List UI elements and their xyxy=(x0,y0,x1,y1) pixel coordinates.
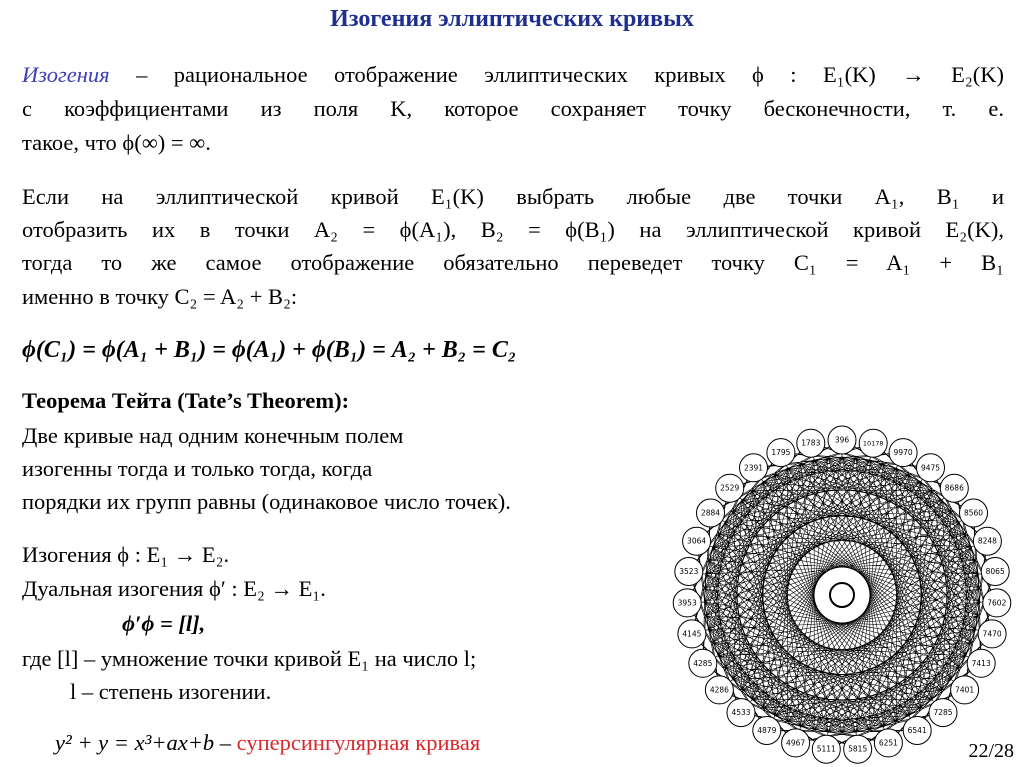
graph-node xyxy=(951,676,979,704)
graph-node-label: 396 xyxy=(834,435,850,445)
graph-node-label: 8248 xyxy=(977,536,997,546)
graph-node xyxy=(675,558,703,586)
graph-node xyxy=(929,699,957,727)
graph-node-label: 2529 xyxy=(720,483,740,493)
graph-node xyxy=(917,454,945,482)
graph-node xyxy=(797,429,825,457)
graph-node xyxy=(874,729,902,757)
graph-node xyxy=(740,454,768,482)
term-isogeny: Изогения xyxy=(22,62,110,87)
graph-node-label: 4879 xyxy=(757,726,777,735)
graph-node xyxy=(859,429,887,457)
main-formula: ϕ(C₁) = ϕ(A₁ + B₁) = ϕ(A₁) + ϕ(B₁) = A₂ + B₂ = C₂ xyxy=(22,337,517,363)
graph-node-label: 7470 xyxy=(982,629,1002,639)
graph-node xyxy=(678,620,706,648)
graph-node xyxy=(673,589,701,617)
graph-node xyxy=(767,439,795,467)
graph-node-label: 4286 xyxy=(709,685,729,695)
isogeny-graph xyxy=(664,421,1020,767)
graph-node xyxy=(973,527,1001,555)
graph-node-label: 8065 xyxy=(985,567,1005,576)
graph-node xyxy=(705,676,733,704)
isogeny-line-2: Дуальная изогения ϕ′ : E₂ → E₁. xyxy=(22,576,326,601)
graph-node xyxy=(828,426,856,454)
curve-equation: y² + y = x³+ax+b xyxy=(55,730,215,755)
supersingular-label: суперсингулярная кривая xyxy=(236,730,481,755)
graph-node xyxy=(940,474,968,502)
graph-node xyxy=(967,649,995,677)
isogeny-line-4: где [l] – умножение точки кривой E₁ на число l; xyxy=(22,646,477,671)
theorem-line-3: порядки их групп равны (одинаковое число точек). xyxy=(22,489,511,514)
graph-node xyxy=(889,439,917,467)
graph-node-label: 6251 xyxy=(878,738,898,748)
graph-node-label: 8560 xyxy=(963,508,984,518)
graph-node-label: 4285 xyxy=(693,658,713,668)
definition-text-1: – рациональное отображение эллиптических кривых ϕ : E₁(K) → E₂(K) xyxy=(109,62,1004,87)
definition-line-3: такое, что ϕ(∞) = ∞. xyxy=(22,130,211,155)
graph-node xyxy=(689,649,717,677)
graph-node-label: 6541 xyxy=(907,726,927,735)
isogeny-line-5: l – степень изогении. xyxy=(70,679,272,704)
graph-node-label: 4145 xyxy=(682,629,702,639)
graph-node xyxy=(716,474,744,502)
graph-node-label: 3523 xyxy=(679,567,699,576)
mapping-line-1: Если на эллиптической кривой E₁(K) выбрать любые две точки A₁, B₁ и xyxy=(22,184,1004,209)
page-number: 22/28 xyxy=(968,740,1014,762)
graph-node xyxy=(981,558,1009,586)
theorem-heading: Теорема Тейта (Tate’s Theorem): xyxy=(22,388,350,413)
graph-node-label: 9475 xyxy=(920,463,941,473)
graph-node-label: 7285 xyxy=(933,708,953,718)
graph-node xyxy=(683,527,711,555)
curve-line xyxy=(55,726,480,759)
graph-node xyxy=(697,499,725,527)
graph-node-label: 9970 xyxy=(893,448,913,458)
graph-node-label: 7602 xyxy=(987,598,1007,608)
graph-node xyxy=(903,717,931,745)
graph-node-label: 2884 xyxy=(700,508,721,518)
theorem-line-2: изогенны тогда и только тогда, когда xyxy=(22,456,373,481)
graph-node xyxy=(782,729,810,757)
graph-node-label: 5815 xyxy=(848,744,868,754)
graph-node-label: 4533 xyxy=(731,708,751,718)
graph-node-label: 7413 xyxy=(971,658,991,668)
graph-center xyxy=(830,583,854,607)
theorem-line-1: Две кривые над одним конечным полем xyxy=(22,423,404,448)
graph-node-label: 1795 xyxy=(771,448,791,458)
definition-line-1 xyxy=(22,58,1004,91)
graph-node xyxy=(753,717,781,745)
graph-node xyxy=(978,620,1006,648)
mapping-line-3: тогда то же самое отображение обязательно переведет точку C₁ = A₁ + B₁ xyxy=(22,250,1004,275)
curve-dash: – xyxy=(214,730,237,755)
mapping-line-4: именно в точку C₂ = A₂ + B₂: xyxy=(22,284,298,309)
graph-node-label: 8686 xyxy=(944,483,964,493)
graph-node-label: 10178 xyxy=(862,439,884,448)
graph-node-label: 7401 xyxy=(955,685,975,695)
graph-node-label: 3064 xyxy=(687,536,707,546)
graph-node-label: 5111 xyxy=(816,744,836,754)
graph-node-label: 4967 xyxy=(786,738,806,748)
graph-node xyxy=(812,735,840,763)
graph-node-label: 1783 xyxy=(801,438,821,448)
graph-node xyxy=(844,735,872,763)
graph-node-label: 3953 xyxy=(677,598,697,608)
slide-title: Изогения эллиптических кривых xyxy=(330,6,694,32)
graph-node-label: 2391 xyxy=(743,463,764,473)
definition-line-2: с коэффициентами из поля K, которое сохраняет точку бесконечности, т. е. xyxy=(22,96,1004,121)
graph-node xyxy=(983,589,1011,617)
dual-formula: ϕ′ϕ = [l], xyxy=(122,611,206,636)
graph-node xyxy=(727,699,755,727)
mapping-line-2: отобразить их в точки A₂ = ϕ(A₁), B₂ = ϕ(B₁) на эллиптической кривой E₂(K), xyxy=(22,217,1004,242)
graph-node xyxy=(960,499,988,527)
isogeny-line-1: Изогения ϕ : E₁ → E₂. xyxy=(22,542,230,567)
